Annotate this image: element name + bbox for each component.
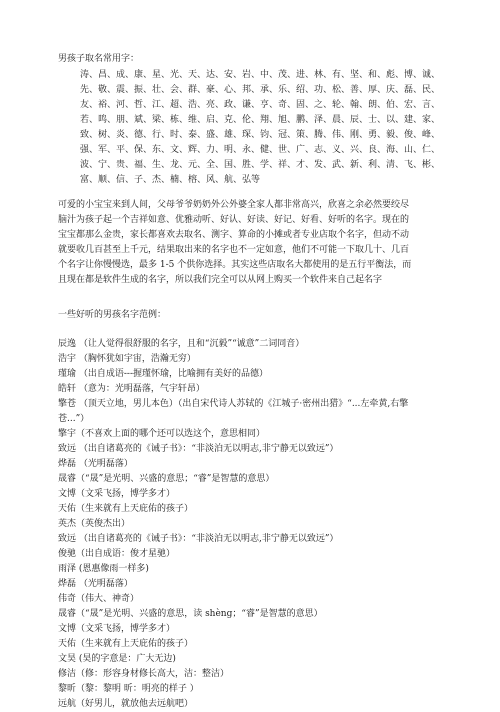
examples-heading: 一些好听的男孩名字范例： (58, 310, 167, 320)
name-entry: 晟睿（“晟”是光明、兴盛的意思，读 shèng；“睿”是智慧的意思） (58, 609, 323, 619)
name-entry: 雨泽 (恩惠像雨一样多) (58, 564, 149, 574)
name-entry: 晟睿（“晟”是光明、兴盛的意思；“睿”是智慧的意思） (58, 474, 275, 484)
name-entry: 远航（好男儿，就放他去远航吧） (58, 699, 194, 709)
name-entry: 致远 （出自诸葛亮的《诫子书》：“非淡泊无以明志,非宁静无以致远”） (58, 444, 339, 454)
character-line: 致、树、炎、德、行、时、泰、盛、雄、琛、钧、冠、策、腾、伟、刚、勇、毅、俊、峰、 (80, 130, 441, 140)
name-entry: 苍...”） (58, 414, 90, 424)
name-entry: 伟奇（伟大、神奇） (58, 594, 140, 604)
character-line: 若、鸣、朋、斌、梁、栋、维、启、克、伦、翔、旭、鹏、泽、晨、辰、士、以、建、家、 (80, 115, 441, 125)
character-line: 涛、昌、成、康、星、光、天、达、安、岩、中、茂、进、林、有、坚、和、彪、博、诚、 (80, 70, 441, 80)
name-entry: 瑾瑜 （出自成语---握瑾怀瑜，比喻拥有美好的品德） (58, 369, 268, 379)
name-entry: 文昊 (昊的字意是：广大无边) (58, 654, 176, 664)
name-entry: 致远 （出自诸葛亮的《诫子书》：“非淡泊无以明志,非宁静无以致远”） (58, 534, 339, 544)
character-list (58, 68, 470, 188)
name-entry: 烨磊 （光明磊落） (58, 579, 133, 589)
name-entry: 俊驰（出自成语：俊才星驰） (58, 549, 176, 559)
name-entry: 文博（文采飞扬，博学多才） (58, 489, 176, 499)
name-entry: 天佑（生来就有上天庇佑的孩子） (58, 504, 194, 514)
character-line: 先、敬、震、振、壮、会、群、豪、心、邦、承、乐、绍、功、松、善、厚、庆、磊、民、 (80, 85, 441, 95)
intro-paragraph (58, 198, 470, 288)
paragraph-line: 宝宝都那么金贵，家长都喜欢去取名、测字、算命的小摊或者专业店取个名字，但动不动 (58, 230, 410, 240)
name-examples-list (58, 337, 470, 712)
paragraph-line: 且现在都是软件生成的名字，所以我们完全可以从网上购买一个软件来自己起名字 (58, 275, 383, 285)
character-line: 强、军、平、保、东、文、辉、力、明、永、健、世、广、志、义、兴、良、海、山、仁、 (80, 145, 441, 155)
paragraph-line: 就要收几百甚至上千元，结果取出来的名字也不一定如意，他们不可能一下取几十、几百 (58, 245, 410, 255)
name-entry: 擎宇（不喜欢上面的哪个还可以选这个，意思相同） (58, 429, 266, 439)
character-line: 富、顺、信、子、杰、楠、榕、风、航、弘等 (80, 175, 261, 185)
name-entry: 辰逸 （让人觉得很舒服的名字，且和“沉毅”“诚意”二词同音） (58, 339, 305, 349)
character-line: 友、裕、河、哲、江、超、浩、亮、政、谦、亨、奇、固、之、轮、翰、朗、伯、宏、言、 (80, 100, 441, 110)
page-title: 男孩子取名常用字： (58, 54, 140, 64)
paragraph-line: 个名字让你慢慢选，最多 1-5 个供你选择。其实这些店取名大都使用的是五行平衡法，而 (58, 260, 412, 270)
name-entry: 皓轩 （意为：光明磊落，气宇轩昂） (58, 384, 205, 394)
name-entry: 文博（文采飞扬，博学多才） (58, 624, 176, 634)
paragraph-line: 脑汁为孩子起一个吉祥如意、优雅动听、好认、好读、好记、好看、好听的名字。现在的 (58, 215, 410, 225)
document-page (58, 52, 470, 712)
name-entry: 天佑（生来就有上天庇佑的孩子） (58, 639, 194, 649)
name-entry: 烨磊 （光明磊落） (58, 459, 133, 469)
paragraph-line: 可爱的小宝宝来到人间，父母爷爷奶奶外公外婆全家人都非常高兴，欣喜之余必然要绞尽 (58, 200, 410, 210)
name-entry: 浩宇 （胸怀犹如宇宙，浩瀚无穷） (58, 354, 196, 364)
name-entry: 修洁（修：形容身材修长高大，洁：整洁） (58, 669, 230, 679)
name-entry: 擎苍 （顶天立地，男儿本色）（出自宋代诗人苏轼的《江城子·密州出猎》“...左牵黄,右擎 (58, 399, 409, 409)
name-entry: 黎昕（黎：黎明 昕：明亮的样子 ） (58, 684, 199, 694)
name-entry: 英杰（英俊杰出） (58, 519, 131, 529)
character-line: 波、宁、贵、福、生、龙、元、全、国、胜、学、祥、才、发、武、新、利、清、飞、彬、 (80, 160, 441, 170)
